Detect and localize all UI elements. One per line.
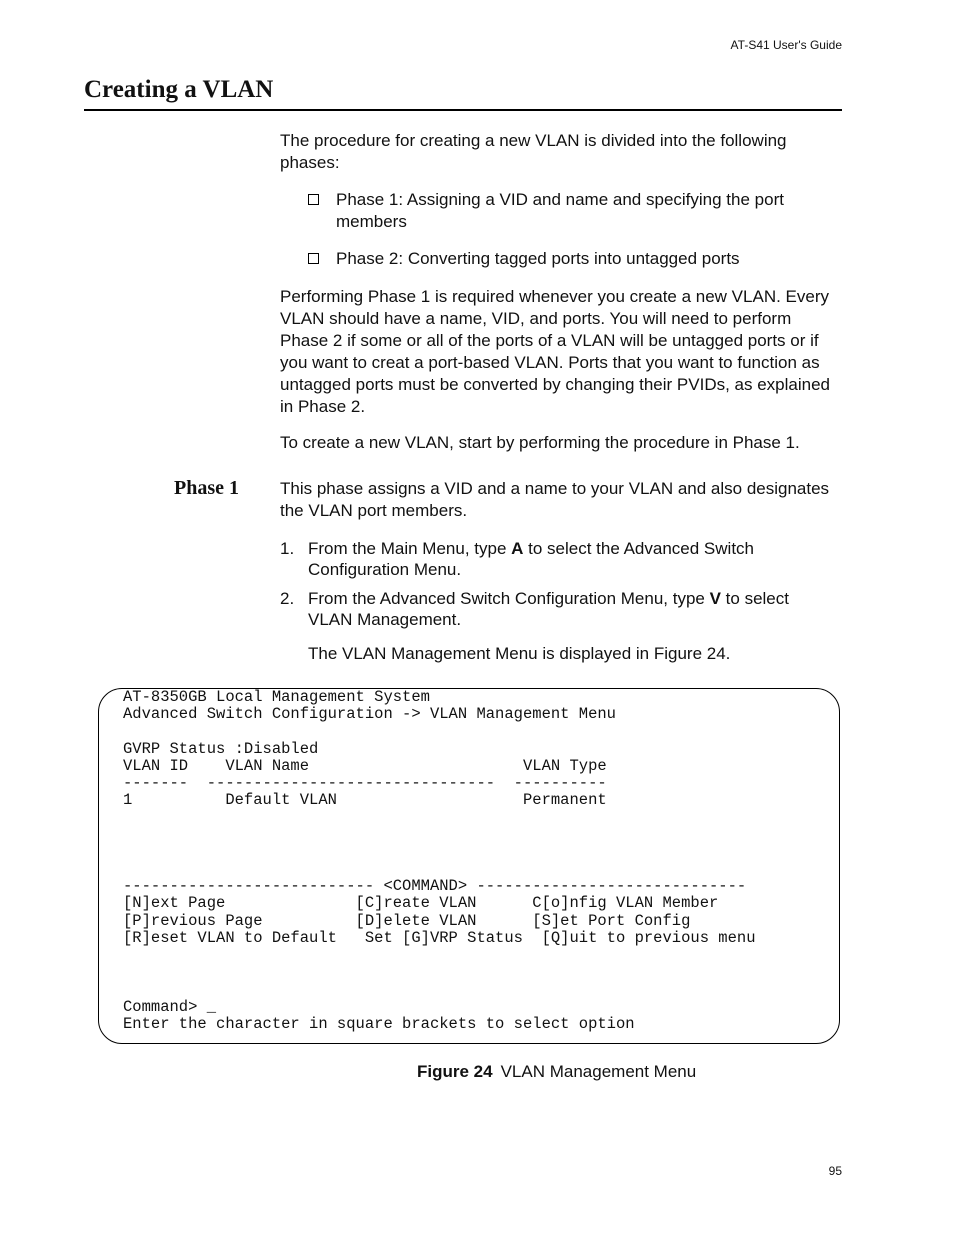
terminal-line: Command> _: [123, 997, 217, 1016]
bullet-text: Phase 2: Converting tagged ports into untagged ports: [336, 249, 740, 268]
terminal-line: Advanced Switch Configuration -> VLAN Management Menu: [123, 705, 616, 724]
phase-bullet-2: [308, 248, 828, 270]
terminal-line: --------------------------- <COMMAND> -----------------------------: [123, 877, 747, 896]
terminal-line: GVRP Status :Disabled: [123, 739, 319, 758]
step-text: From the Main Menu, type A to select the Advanced Switch Configuration Menu.: [308, 539, 755, 579]
terminal-line: VLAN ID VLAN Name VLAN Type: [123, 756, 607, 775]
key-letter: V: [709, 589, 721, 608]
terminal-line: [P]revious Page [D]elete VLAN [S]et Port Config: [123, 911, 691, 930]
step-text: From the Advanced Switch Configuration Menu, type V to select VLAN Management.: [308, 589, 789, 629]
figure-caption: [417, 1062, 696, 1082]
page-number: 95: [828, 1164, 842, 1178]
checkbox-bullet-icon: [308, 194, 319, 205]
step-number: 2.: [280, 589, 295, 608]
bullet-text: Phase 1: Assigning a VID and name and specifying the port members: [336, 190, 784, 231]
section-title: Creating a VLAN: [84, 76, 274, 103]
terminal-line: AT-8350GB Local Management System: [123, 688, 430, 706]
terminal-line: Enter the character in square brackets to select option: [123, 1014, 635, 1033]
intro-paragraph: The procedure for creating a new VLAN is divided into the following phases:: [280, 131, 787, 172]
phase-bullet-1: [308, 189, 828, 233]
phase1-heading: Phase 1: [174, 477, 239, 499]
start-paragraph: To create a new VLAN, start by performing the procedure in Phase 1.: [280, 433, 800, 452]
figure-label: Figure 24: [417, 1062, 493, 1081]
step-number: 1.: [280, 539, 295, 558]
step-2: [280, 588, 820, 630]
key-letter: A: [511, 539, 524, 558]
figure-title: VLAN Management Menu: [500, 1062, 697, 1081]
step-1: [280, 538, 820, 580]
checkbox-bullet-icon: [308, 253, 319, 264]
terminal-line: [N]ext Page [C]reate VLAN C[o]nfig VLAN Member: [123, 894, 719, 913]
title-rule: [84, 109, 842, 111]
terminal-line: [R]eset VLAN to Default Set [G]VRP Status [Q]uit to previous menu: [123, 928, 756, 947]
terminal-line: 1 Default VLAN Permanent: [123, 791, 607, 810]
figure-reference: The VLAN Management Menu is displayed in Figure 24.: [308, 644, 731, 663]
required-paragraph: Performing Phase 1 is required whenever you create a new VLAN. Every VLAN should have a name, VID, and ports. You will need to perform Phase 2 if some or all of the ports of a VLAN will be untagged ports or if you want to creat a port-based VLAN. Ports that you want to function as untagged ports must be converted by changing their PVIDs, as explained in Phase 2.: [280, 287, 831, 416]
terminal-line: ------- ------------------------------- ----------: [123, 774, 607, 792]
running-header: AT-S41 User's Guide: [730, 38, 842, 52]
phase1-intro: This phase assigns a VID and a name to your VLAN and also designates the VLAN port members.: [280, 479, 830, 520]
